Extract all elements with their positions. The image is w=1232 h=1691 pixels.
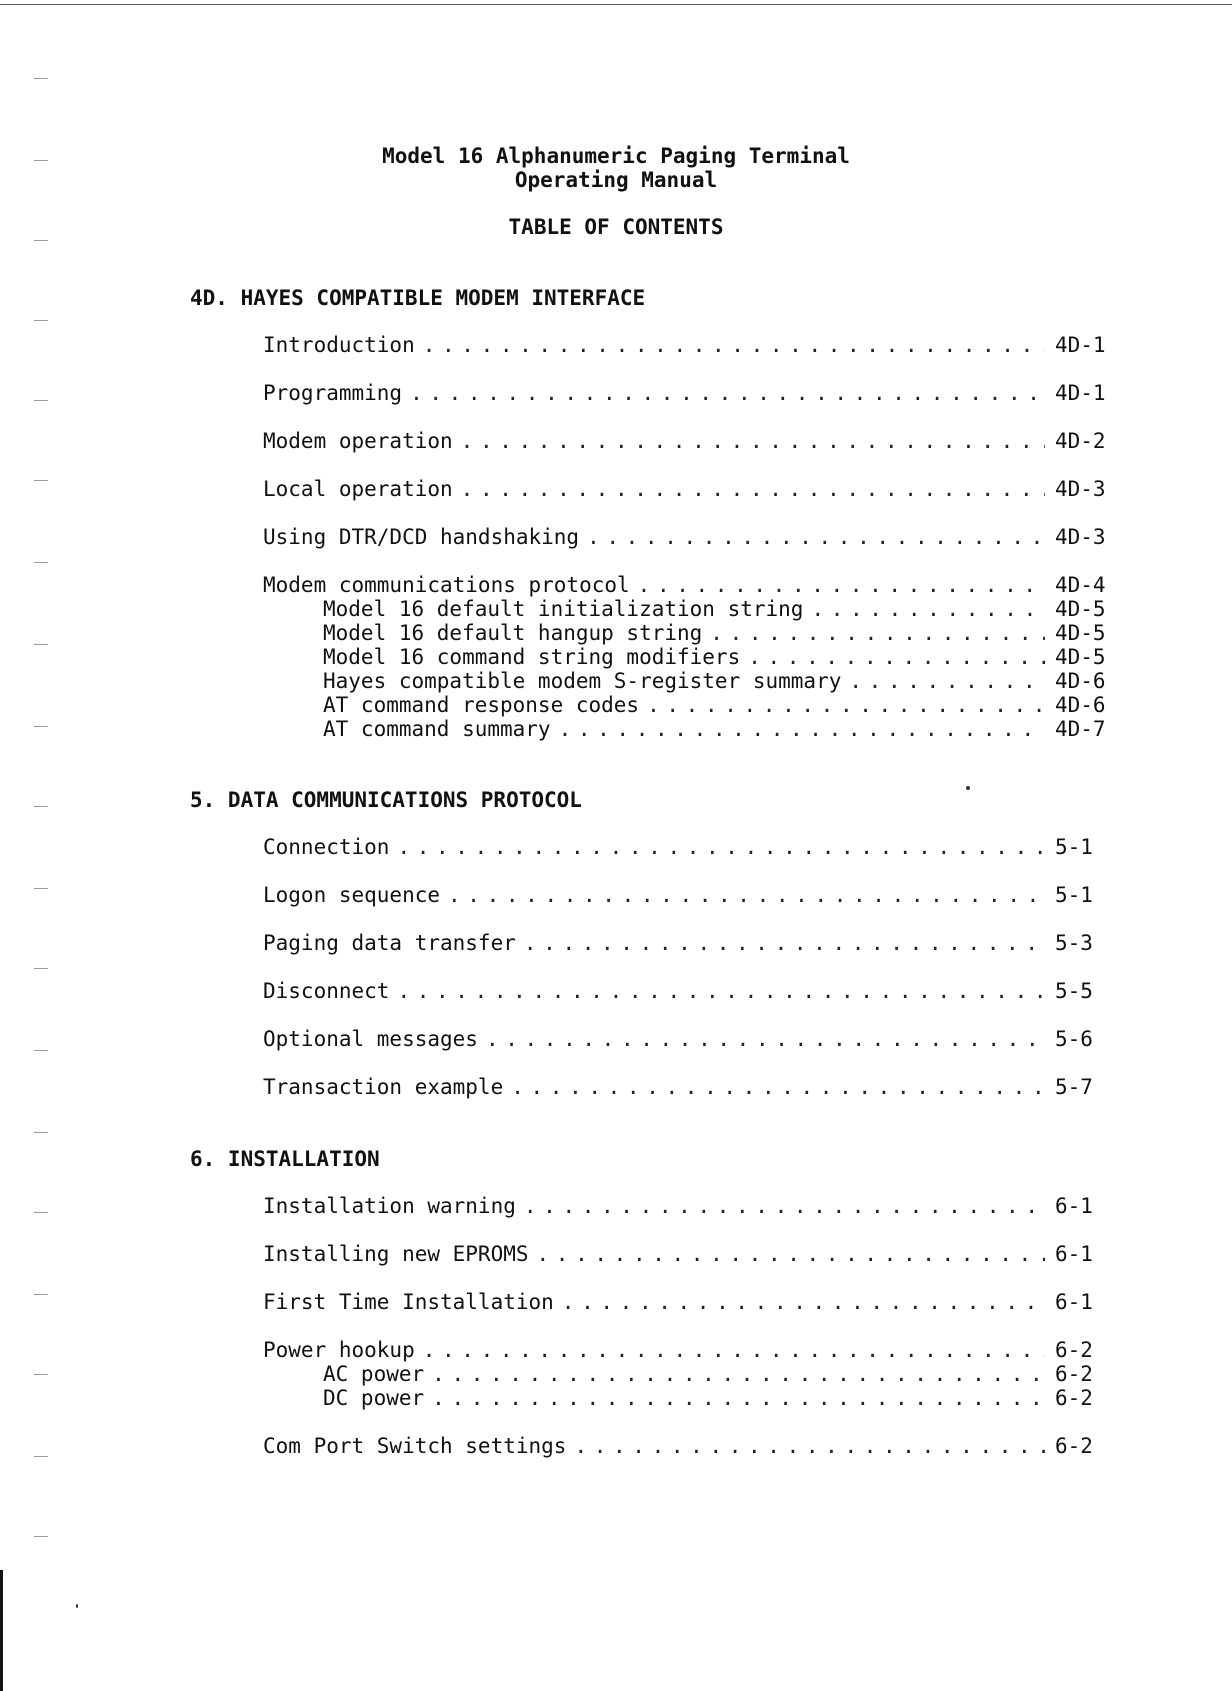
toc-entry[interactable] xyxy=(263,525,1105,549)
toc-entry-page: 6-1 xyxy=(1055,1290,1093,1314)
dot-leader xyxy=(710,621,1045,645)
toc-entry-page: 5-5 xyxy=(1055,979,1093,1003)
toc-entry[interactable] xyxy=(263,1434,1105,1458)
toc-entry[interactable] xyxy=(263,931,1105,955)
toc-entry-label: Power hookup xyxy=(263,1338,415,1362)
toc-entry-page: 4D-5 xyxy=(1055,597,1106,621)
dot-leader xyxy=(524,1194,1045,1218)
toc-entry[interactable] xyxy=(263,381,1105,405)
margin-tick xyxy=(34,968,48,969)
margin-tick xyxy=(34,1456,48,1457)
margin-tick xyxy=(34,644,48,645)
dot-leader xyxy=(461,429,1045,453)
margin-tick xyxy=(34,400,48,401)
dot-leader xyxy=(461,477,1045,501)
toc-subentry[interactable] xyxy=(323,669,1105,693)
dot-leader xyxy=(537,1242,1045,1266)
toc-subentry[interactable] xyxy=(323,1386,1105,1410)
toc-entry[interactable] xyxy=(263,979,1105,1003)
dot-leader xyxy=(638,573,1045,597)
toc-entry-page: 6-2 xyxy=(1055,1338,1093,1362)
toc-heading: TABLE OF CONTENTS xyxy=(508,215,724,239)
toc-entry-label: Local operation xyxy=(263,477,453,501)
toc-subentry[interactable] xyxy=(323,693,1105,717)
dot-leader xyxy=(448,883,1045,907)
toc-subentry[interactable] xyxy=(323,717,1105,741)
dot-leader xyxy=(423,333,1045,357)
toc-entry[interactable] xyxy=(263,573,1105,597)
scan-speck xyxy=(76,1604,78,1608)
section-heading-6: 6. INSTALLATION xyxy=(190,1147,380,1171)
margin-tick xyxy=(34,320,48,321)
dot-leader xyxy=(562,1290,1045,1314)
toc-entry-label: Logon sequence xyxy=(263,883,441,907)
toc-entry-page: 4D-6 xyxy=(1055,669,1106,693)
toc-entry-label: DC power xyxy=(323,1386,425,1410)
margin-tick xyxy=(34,240,48,241)
toc-entry-label: Model 16 default hangup string xyxy=(323,621,703,645)
margin-tick xyxy=(34,1212,48,1213)
document-title: Model 16 Alphanumeric Paging Terminal xyxy=(382,144,850,168)
toc-entry-label: Disconnect xyxy=(263,979,390,1003)
margin-tick xyxy=(34,726,48,727)
margin-tick xyxy=(34,888,48,889)
scan-top-edge xyxy=(0,4,1232,5)
toc-entry-page: 4D-3 xyxy=(1055,477,1106,501)
margin-tick xyxy=(34,78,48,79)
document-subtitle: Operating Manual xyxy=(514,168,718,192)
dot-leader xyxy=(410,381,1045,405)
toc-entry-page: 4D-1 xyxy=(1055,333,1106,357)
dot-leader xyxy=(647,693,1045,717)
margin-tick xyxy=(34,1374,48,1375)
toc-entry-page: 5-1 xyxy=(1055,883,1093,907)
toc-entry-label: Installing new EPROMS xyxy=(263,1242,529,1266)
toc-entry[interactable] xyxy=(263,1242,1105,1266)
toc-entry-page: 4D-3 xyxy=(1055,525,1106,549)
toc-entry-page: 5-3 xyxy=(1055,931,1093,955)
toc-entry-label: Modem communications protocol xyxy=(263,573,630,597)
toc-entry-page: 4D-5 xyxy=(1055,645,1106,669)
dot-leader xyxy=(423,1338,1045,1362)
toc-entry-page: 6-1 xyxy=(1055,1242,1093,1266)
toc-entry[interactable] xyxy=(263,333,1105,357)
toc-entry[interactable] xyxy=(263,1338,1105,1362)
toc-entry-label: Optional messages xyxy=(263,1027,478,1051)
toc-entry-label: AT command response codes xyxy=(323,693,640,717)
toc-entry-page: 5-6 xyxy=(1055,1027,1093,1051)
dot-leader xyxy=(432,1362,1045,1386)
toc-subentry[interactable] xyxy=(323,645,1105,669)
dot-leader xyxy=(432,1386,1045,1410)
toc-entry-label: Programming xyxy=(263,381,403,405)
toc-entry[interactable] xyxy=(263,1075,1105,1099)
toc-entry-page: 4D-6 xyxy=(1055,693,1106,717)
toc-entry-label: Com Port Switch settings xyxy=(263,1434,567,1458)
dot-leader xyxy=(574,1434,1045,1458)
dot-leader xyxy=(811,597,1045,621)
toc-entry-label: Introduction xyxy=(263,333,415,357)
toc-entry-label: First Time Installation xyxy=(263,1290,554,1314)
toc-entry[interactable] xyxy=(263,477,1105,501)
toc-entry-label: AC power xyxy=(323,1362,425,1386)
margin-tick xyxy=(34,1132,48,1133)
dot-leader xyxy=(397,835,1045,859)
margin-tick xyxy=(34,1050,48,1051)
toc-entry-page: 5-7 xyxy=(1055,1075,1093,1099)
toc-entry-label: Paging data transfer xyxy=(263,931,516,955)
toc-entry[interactable] xyxy=(263,429,1105,453)
dot-leader xyxy=(524,931,1045,955)
toc-entry-page: 6-1 xyxy=(1055,1194,1093,1218)
toc-subentry[interactable] xyxy=(323,1362,1105,1386)
toc-entry-label: Hayes compatible modem S-register summary xyxy=(323,669,842,693)
scan-speck xyxy=(966,786,970,790)
toc-entry-page: 6-2 xyxy=(1055,1362,1093,1386)
toc-entry-page: 4D-2 xyxy=(1055,429,1106,453)
section-heading-4d: 4D. HAYES COMPATIBLE MODEM INTERFACE xyxy=(190,286,646,310)
toc-entry-page: 4D-7 xyxy=(1055,717,1106,741)
toc-entry-page: 5-1 xyxy=(1055,835,1093,859)
margin-tick xyxy=(34,806,48,807)
dot-leader xyxy=(748,645,1045,669)
toc-entry-page: 6-2 xyxy=(1055,1434,1093,1458)
binding-edge xyxy=(0,1570,3,1691)
toc-entry[interactable] xyxy=(263,1027,1105,1051)
margin-tick xyxy=(34,1294,48,1295)
toc-entry-label: AT command summary xyxy=(323,717,551,741)
toc-entry[interactable] xyxy=(263,883,1105,907)
toc-entry-label: Model 16 command string modifiers xyxy=(323,645,741,669)
dot-leader xyxy=(587,525,1045,549)
toc-entry-label: Model 16 default initialization string xyxy=(323,597,804,621)
toc-entry[interactable] xyxy=(263,835,1105,859)
toc-entry-label: Connection xyxy=(263,835,390,859)
margin-tick xyxy=(34,1536,48,1537)
margin-tick xyxy=(34,562,48,563)
toc-entry-page: 4D-4 xyxy=(1055,573,1106,597)
toc-entry-page: 4D-5 xyxy=(1055,621,1106,645)
margin-tick xyxy=(34,480,48,481)
section-heading-5: 5. DATA COMMUNICATIONS PROTOCOL xyxy=(190,788,582,812)
toc-subentry[interactable] xyxy=(323,597,1105,621)
toc-entry-label: Modem operation xyxy=(263,429,453,453)
toc-entry-label: Using DTR/DCD handshaking xyxy=(263,525,580,549)
dot-leader xyxy=(486,1027,1045,1051)
dot-leader xyxy=(397,979,1045,1003)
toc-entry-page: 4D-1 xyxy=(1055,381,1106,405)
dot-leader xyxy=(559,717,1045,741)
toc-entry[interactable] xyxy=(263,1290,1105,1314)
dot-leader xyxy=(511,1075,1045,1099)
dot-leader xyxy=(849,669,1045,693)
toc-subentry[interactable] xyxy=(323,621,1105,645)
toc-entry-label: Transaction example xyxy=(263,1075,504,1099)
toc-entry-label: Installation warning xyxy=(263,1194,516,1218)
toc-entry[interactable] xyxy=(263,1194,1105,1218)
toc-entry-page: 6-2 xyxy=(1055,1386,1093,1410)
